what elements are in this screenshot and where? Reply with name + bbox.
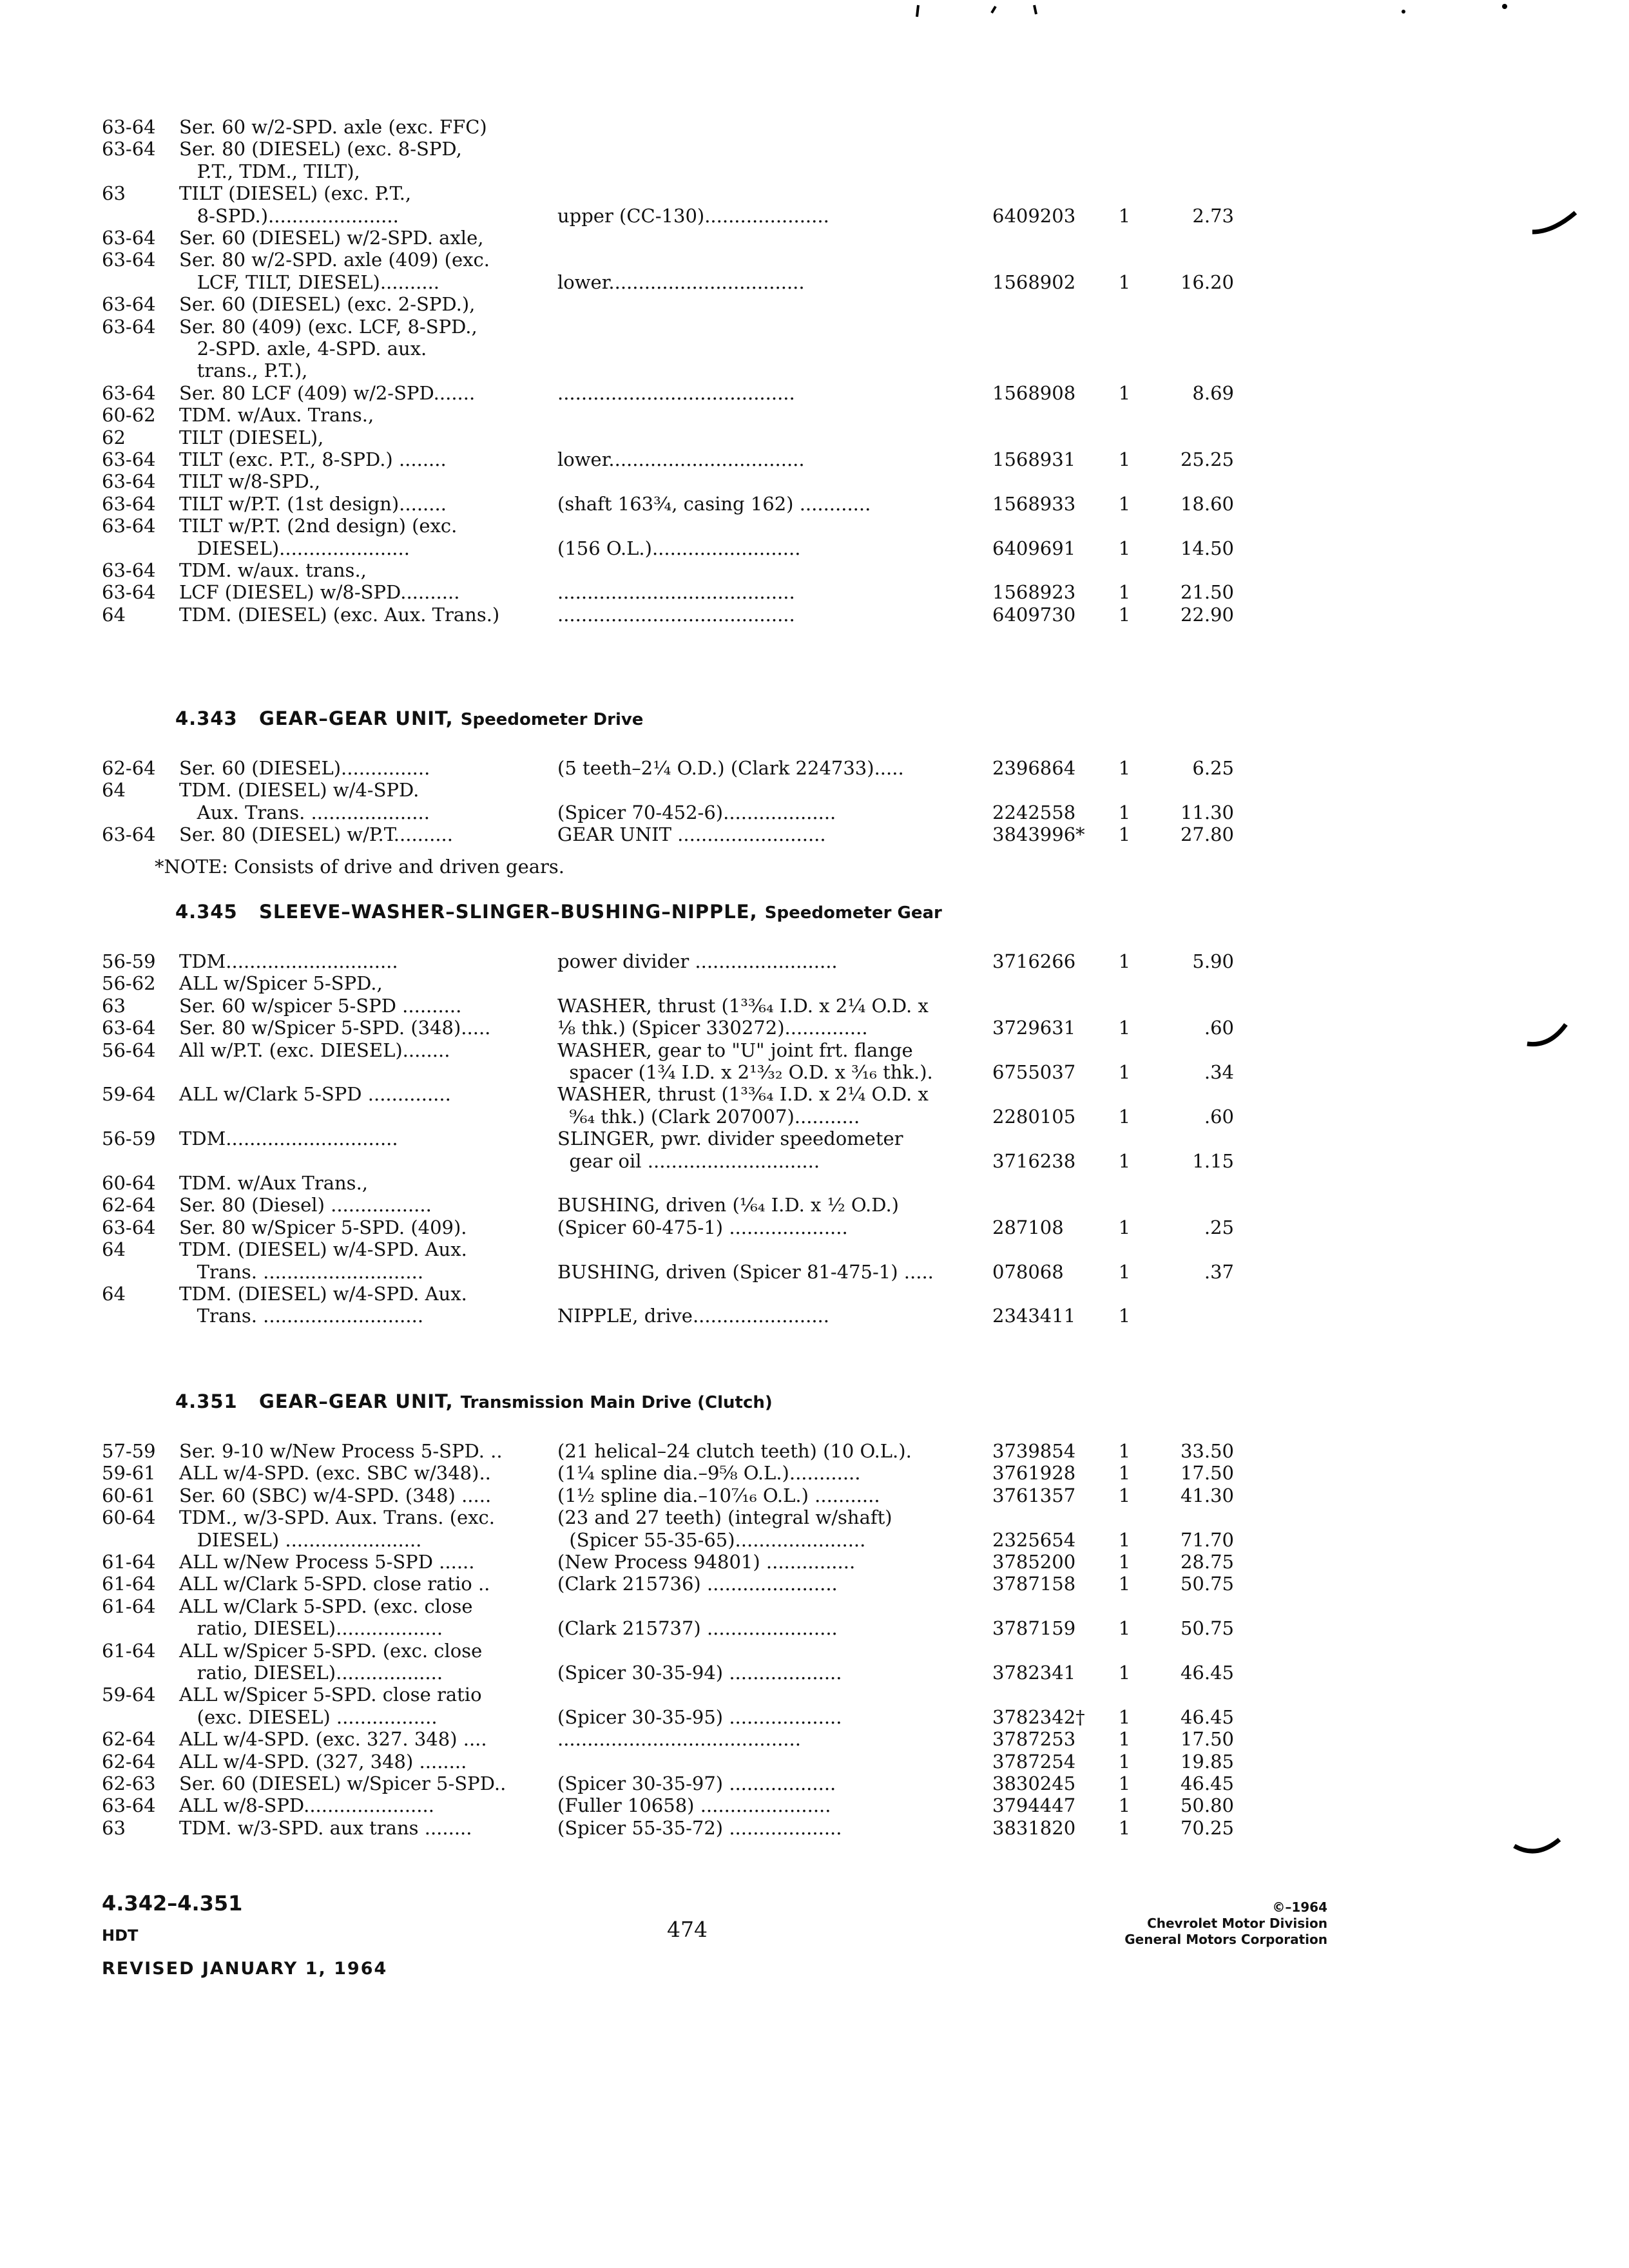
price: 50.75 <box>1180 1617 1234 1640</box>
model-years: 56-59 <box>102 950 156 972</box>
application: ALL w/Spicer 5-SPD. close ratio <box>179 1684 482 1706</box>
part-number: 3787159 <box>992 1617 1076 1640</box>
part-number: 287108 <box>992 1216 1064 1238</box>
quantity: 1 <box>1118 1528 1131 1551</box>
quantity: 1 <box>1118 1750 1131 1773</box>
description: (Spicer 70-452-6)................... <box>557 801 836 823</box>
part-number: 1568902 <box>992 271 1076 293</box>
description: ........................................ <box>557 381 795 404</box>
description: spacer (1¾ I.D. x 2¹³⁄₃₂ O.D. x ³⁄₁₆ thk.). <box>557 1061 933 1083</box>
part-number: 1568933 <box>992 492 1076 515</box>
section-title: SLEEVE–WASHER–SLINGER–BUSHING–NIPPLE, <box>259 901 758 923</box>
price: 18.60 <box>1180 492 1234 515</box>
part-number: 2325654 <box>992 1528 1076 1551</box>
price: 41.30 <box>1180 1484 1234 1506</box>
quantity: 1 <box>1118 1440 1131 1462</box>
model-years: 61-64 <box>102 1551 156 1573</box>
description: ........................................ <box>557 581 795 604</box>
description: NIPPLE, drive....................... <box>557 1305 829 1327</box>
model-years: 63-64 <box>102 116 156 138</box>
description: GEAR UNIT ......................... <box>557 823 826 846</box>
price: 46.45 <box>1180 1773 1234 1794</box>
model-years: 60-61 <box>102 1484 156 1506</box>
description: WASHER, thrust (1³³⁄₆₄ I.D. x 2¼ O.D. x <box>557 1083 929 1106</box>
quantity: 1 <box>1118 1662 1131 1684</box>
application: 2-SPD. axle, 4-SPD. aux. <box>179 338 427 360</box>
quantity: 1 <box>1118 1149 1131 1172</box>
price: 33.50 <box>1180 1440 1234 1462</box>
scan-speck <box>917 5 1036 17</box>
part-number: 6755037 <box>992 1061 1076 1083</box>
punch-mark <box>1532 213 1576 232</box>
model-years: 63-64 <box>102 581 156 604</box>
description: (Spicer 55-35-65)...................... <box>557 1528 866 1551</box>
quantity: 1 <box>1118 1017 1131 1039</box>
footer-section-range: 4.342–4.351 <box>102 1891 243 1916</box>
price: .37 <box>1204 1260 1234 1283</box>
section-subtitle: Speedometer Gear <box>764 903 942 923</box>
model-years: 63-64 <box>102 138 156 160</box>
application: TDM............................. <box>179 1128 398 1150</box>
application: Ser. 80 w/2-SPD. axle (409) (exc. <box>179 249 490 271</box>
application: Ser. 60 (SBC) w/4-SPD. (348) ..... <box>179 1484 492 1506</box>
model-years: 64 <box>102 1283 126 1305</box>
application: Ser. 80 LCF (409) w/2-SPD....... <box>179 381 476 404</box>
application: TILT w/P.T. (1st design)........ <box>179 492 447 515</box>
description: (Spicer 30-35-94) ................... <box>557 1662 842 1684</box>
description: (156 O.L.)......................... <box>557 537 801 559</box>
price: 25.25 <box>1180 448 1234 470</box>
model-years: 59-64 <box>102 1083 156 1106</box>
model-years: 63 <box>102 1816 126 1839</box>
application: Aux. Trans. .................... <box>179 801 430 823</box>
description: (Spicer 60-475-1) .................... <box>557 1216 848 1238</box>
application: TILT w/P.T. (2nd design) (exc. <box>179 515 458 537</box>
model-years: 63 <box>102 994 126 1017</box>
application: TDM., w/3-SPD. Aux. Trans. (exc. <box>179 1506 496 1529</box>
model-years: 62-64 <box>102 757 156 779</box>
model-years: 63-64 <box>102 249 156 271</box>
application: Trans. ........................... <box>179 1305 424 1327</box>
application: Ser. 9-10 w/New Process 5-SPD. .. <box>179 1440 503 1462</box>
price: 2.73 <box>1192 204 1234 227</box>
application: (exc. DIESEL) ................. <box>179 1706 438 1728</box>
model-years: 64 <box>102 603 126 626</box>
description: ......................................... <box>557 1728 801 1751</box>
price: .60 <box>1204 1105 1234 1128</box>
part-number: 3761357 <box>992 1484 1076 1506</box>
part-number: 3794447 <box>992 1794 1076 1817</box>
model-years: 63-64 <box>102 823 156 846</box>
model-years: 62-64 <box>102 1728 156 1751</box>
description: lower................................. <box>557 448 805 470</box>
quantity: 1 <box>1118 537 1131 559</box>
price: 50.75 <box>1180 1573 1234 1595</box>
price: 28.75 <box>1180 1551 1234 1573</box>
price: 1.15 <box>1192 1149 1234 1172</box>
description: upper (CC-130)..................... <box>557 204 829 227</box>
application: P.T., TDM., TILT), <box>179 160 360 182</box>
price: 27.80 <box>1180 823 1234 846</box>
description: power divider ........................ <box>557 950 838 972</box>
footer-revised-date: REVISED JANUARY 1, 1964 <box>102 1959 388 1979</box>
price: 16.20 <box>1180 271 1234 293</box>
price: 21.50 <box>1180 581 1234 604</box>
quantity: 1 <box>1118 1260 1131 1283</box>
application: ALL w/Spicer 5-SPD., <box>179 972 383 995</box>
description: ⅛ thk.) (Spicer 330272).............. <box>557 1017 868 1039</box>
quantity: 1 <box>1118 204 1131 227</box>
price: 5.90 <box>1192 950 1234 972</box>
model-years: 63-64 <box>102 492 156 515</box>
application: Trans. ........................... <box>179 1260 424 1283</box>
model-years: 62 <box>102 426 126 448</box>
part-number: 3787253 <box>992 1728 1076 1751</box>
price: 11.30 <box>1180 801 1234 823</box>
description: (23 and 27 teeth) (integral w/shaft) <box>557 1506 892 1529</box>
quantity: 1 <box>1118 603 1131 626</box>
description: BUSHING, driven (¹⁄₆₄ I.D. x ½ O.D.) <box>557 1194 899 1216</box>
quantity: 1 <box>1118 381 1131 404</box>
part-number: 2396864 <box>992 757 1076 779</box>
part-number: 2242558 <box>992 801 1076 823</box>
quantity: 1 <box>1118 1305 1131 1327</box>
part-number: 3782341 <box>992 1662 1076 1684</box>
part-number: 3831820 <box>992 1816 1076 1839</box>
part-number: 3830245 <box>992 1773 1076 1794</box>
quantity: 1 <box>1118 492 1131 515</box>
quantity: 1 <box>1118 1462 1131 1485</box>
model-years: 62-64 <box>102 1750 156 1773</box>
price: 50.80 <box>1180 1794 1234 1817</box>
description: (1½ spline dia.–10⁷⁄₁₆ O.L.) ........... <box>557 1484 880 1506</box>
application: LCF (DIESEL) w/8-SPD.......... <box>179 581 460 604</box>
application: TILT w/8-SPD., <box>179 470 321 493</box>
section-subtitle: Transmission Main Drive (Clutch) <box>460 1393 773 1412</box>
description: (1¼ spline dia.–9⅝ O.L.)............ <box>557 1462 861 1485</box>
application: ALL w/Clark 5-SPD. (exc. close <box>179 1595 473 1617</box>
application: TDM. w/aux. trans., <box>179 559 367 581</box>
application: TDM. (DIESEL) w/4-SPD. Aux. <box>179 1283 467 1305</box>
application: Ser. 80 w/Spicer 5-SPD. (348)..... <box>179 1017 491 1039</box>
footer-division: Chevrolet Motor Division <box>1147 1916 1327 1931</box>
description: (Clark 215736) ...................... <box>557 1573 838 1595</box>
model-years: 63-64 <box>102 381 156 404</box>
part-number: 3843996* <box>992 823 1085 846</box>
application: ALL w/Clark 5-SPD. close ratio .. <box>179 1573 490 1595</box>
price: 22.90 <box>1180 603 1234 626</box>
application: Ser. 60 (DIESEL) w/Spicer 5-SPD.. <box>179 1773 506 1794</box>
model-years: 63-64 <box>102 559 156 581</box>
application: TDM............................. <box>179 950 398 972</box>
model-years: 60-64 <box>102 1172 156 1194</box>
application: DIESEL)...................... <box>179 537 410 559</box>
quantity: 1 <box>1118 1573 1131 1595</box>
model-years: 63-64 <box>102 448 156 470</box>
model-years: 63-64 <box>102 293 156 316</box>
model-years: 56-64 <box>102 1039 156 1061</box>
part-number: 3716266 <box>992 950 1076 972</box>
model-years: 59-61 <box>102 1462 156 1485</box>
description: (Clark 215737) ...................... <box>557 1617 838 1640</box>
application: ALL w/New Process 5-SPD ...... <box>179 1551 475 1573</box>
part-number: 3729631 <box>992 1017 1076 1039</box>
part-number: 3716238 <box>992 1149 1076 1172</box>
application: Ser. 80 (DIESEL) (exc. 8-SPD, <box>179 138 462 160</box>
model-years: 63-64 <box>102 1216 156 1238</box>
model-years: 61-64 <box>102 1639 156 1662</box>
model-years: 63-64 <box>102 515 156 537</box>
application: Ser. 80 (Diesel) ................. <box>179 1194 432 1216</box>
model-years: 57-59 <box>102 1440 156 1462</box>
part-number: 1568931 <box>992 448 1076 470</box>
quantity: 1 <box>1118 1773 1131 1794</box>
application: Ser. 60 (DIESEL)............... <box>179 757 430 779</box>
price: .60 <box>1204 1017 1234 1039</box>
application: ratio, DIESEL).................. <box>179 1662 443 1684</box>
description: lower................................. <box>557 271 805 293</box>
quantity: 1 <box>1118 1728 1131 1751</box>
model-years: 56-59 <box>102 1128 156 1150</box>
model-years: 61-64 <box>102 1595 156 1617</box>
section-title: GEAR–GEAR UNIT, <box>259 707 454 729</box>
quantity: 1 <box>1118 950 1131 972</box>
model-years: 61-64 <box>102 1573 156 1595</box>
footer-code: HDT <box>102 1927 139 1945</box>
application: ALL w/4-SPD. (exc. SBC w/348).. <box>179 1462 491 1485</box>
part-number: 2343411 <box>992 1305 1076 1327</box>
application: TILT (DIESEL) (exc. P.T., <box>179 182 412 205</box>
description: (Spicer 55-35-72) ................... <box>557 1816 842 1839</box>
application: TDM. (DIESEL) w/4-SPD. <box>179 779 419 802</box>
application: trans., P.T.), <box>179 360 308 382</box>
model-years: 64 <box>102 779 126 802</box>
price: 17.50 <box>1180 1728 1234 1751</box>
application: All w/P.T. (exc. DIESEL)........ <box>179 1039 450 1061</box>
application: ratio, DIESEL).................. <box>179 1617 443 1640</box>
application: TDM. w/Aux Trans., <box>179 1172 369 1194</box>
quantity: 1 <box>1118 1617 1131 1640</box>
model-years: 60-64 <box>102 1506 156 1529</box>
part-number: 6409691 <box>992 537 1076 559</box>
model-years: 56-62 <box>102 972 156 995</box>
application: ALL w/4-SPD. (327, 348) ........ <box>179 1750 467 1773</box>
description: (Spicer 30-35-97) .................. <box>557 1773 836 1794</box>
application: Ser. 60 w/spicer 5-SPD .......... <box>179 994 462 1017</box>
application: ALL w/Clark 5-SPD .............. <box>179 1083 451 1106</box>
part-number: 1568908 <box>992 381 1076 404</box>
footer-corporation: General Motors Corporation <box>1124 1932 1327 1947</box>
part-number: 6409730 <box>992 603 1076 626</box>
price: 19.85 <box>1180 1750 1234 1773</box>
price: 6.25 <box>1192 757 1234 779</box>
part-number: 3782342† <box>992 1706 1085 1728</box>
description: (21 helical–24 clutch teeth) (10 O.L.). <box>557 1440 912 1462</box>
section-title: GEAR–GEAR UNIT, <box>259 1390 454 1412</box>
part-number: 3785200 <box>992 1551 1076 1573</box>
price: 71.70 <box>1180 1528 1234 1551</box>
application: LCF, TILT, DIESEL).......... <box>179 271 440 293</box>
price: 46.45 <box>1180 1706 1234 1728</box>
model-years: 63 <box>102 182 126 205</box>
part-number: 6409203 <box>992 204 1076 227</box>
model-years: 60-62 <box>102 404 156 427</box>
quantity: 1 <box>1118 1105 1131 1128</box>
model-years: 63-64 <box>102 1794 156 1817</box>
section-number: 4.343 <box>175 707 238 729</box>
model-years: 64 <box>102 1238 126 1261</box>
quantity: 1 <box>1118 1061 1131 1083</box>
description: ........................................ <box>557 603 795 626</box>
model-years: 62-63 <box>102 1773 156 1794</box>
description: (Spicer 30-35-95) ................... <box>557 1706 842 1728</box>
application: TDM. (DIESEL) (exc. Aux. Trans.) <box>179 603 500 626</box>
description: WASHER, thrust (1³³⁄₆₄ I.D. x 2¼ O.D. x <box>557 994 929 1017</box>
quantity: 1 <box>1118 801 1131 823</box>
price: .25 <box>1204 1216 1234 1238</box>
price: 46.45 <box>1180 1662 1234 1684</box>
description: (shaft 163¾, casing 162) ............ <box>557 492 871 515</box>
part-number: 3761928 <box>992 1462 1076 1485</box>
application: Ser. 60 (DIESEL) w/2-SPD. axle, <box>179 227 484 249</box>
model-years: 63-64 <box>102 470 156 493</box>
application: TILT (exc. P.T., 8-SPD.) ........ <box>179 448 447 470</box>
quantity: 1 <box>1118 581 1131 604</box>
description: (5 teeth–2¼ O.D.) (Clark 224733)..... <box>557 757 904 779</box>
scan-speck <box>1402 10 1405 14</box>
model-years: 62-64 <box>102 1194 156 1216</box>
application: Ser. 80 (DIESEL) w/P.T.......... <box>179 823 453 846</box>
quantity: 1 <box>1118 1706 1131 1728</box>
application: ALL w/Spicer 5-SPD. (exc. close <box>179 1639 483 1662</box>
application: Ser. 80 w/Spicer 5-SPD. (409). <box>179 1216 467 1238</box>
description: BUSHING, driven (Spicer 81-475-1) ..... <box>557 1260 934 1283</box>
page-number: 474 <box>667 1917 708 1942</box>
application: TDM. (DIESEL) w/4-SPD. Aux. <box>179 1238 467 1261</box>
punch-mark <box>1514 1840 1559 1851</box>
quantity: 1 <box>1118 1551 1131 1573</box>
quantity: 1 <box>1118 757 1131 779</box>
application: Ser. 80 (409) (exc. LCF, 8-SPD., <box>179 315 477 338</box>
punch-mark <box>1527 1024 1566 1044</box>
description: (New Process 94801) ............... <box>557 1551 856 1573</box>
part-number: 3739854 <box>992 1440 1076 1462</box>
model-years: 63-64 <box>102 1017 156 1039</box>
footer-copyright: ©–1964 <box>1272 1899 1327 1915</box>
application: Ser. 60 w/2-SPD. axle (exc. FFC) <box>179 116 487 138</box>
quantity: 1 <box>1118 1216 1131 1238</box>
quantity: 1 <box>1118 1484 1131 1506</box>
section-number: 4.351 <box>175 1390 238 1412</box>
footnote: *NOTE: Consists of drive and driven gears. <box>155 856 565 878</box>
application: 8-SPD.)...................... <box>179 204 399 227</box>
application: Ser. 60 (DIESEL) (exc. 2-SPD.), <box>179 293 476 316</box>
description: ⁹⁄₆₄ thk.) (Clark 207007)........... <box>557 1105 860 1128</box>
model-years: 63-64 <box>102 315 156 338</box>
price: 8.69 <box>1192 381 1234 404</box>
scan-speck <box>1502 4 1507 9</box>
quantity: 1 <box>1118 823 1131 846</box>
application: ALL w/4-SPD. (exc. 327. 348) .... <box>179 1728 487 1751</box>
price: .34 <box>1204 1061 1234 1083</box>
quantity: 1 <box>1118 1794 1131 1817</box>
quantity: 1 <box>1118 448 1131 470</box>
model-years: 63-64 <box>102 227 156 249</box>
application: DIESEL) ....................... <box>179 1528 422 1551</box>
price: 17.50 <box>1180 1462 1234 1485</box>
price: 70.25 <box>1180 1816 1234 1839</box>
description: SLINGER, pwr. divider speedometer <box>557 1128 903 1150</box>
description: (Fuller 10658) ...................... <box>557 1794 831 1817</box>
part-number: 3787254 <box>992 1750 1076 1773</box>
description: gear oil ............................. <box>557 1149 820 1172</box>
application: TILT (DIESEL), <box>179 426 324 448</box>
model-years: 59-64 <box>102 1684 156 1706</box>
part-number: 078068 <box>992 1260 1064 1283</box>
part-number: 2280105 <box>992 1105 1076 1128</box>
price: 14.50 <box>1180 537 1234 559</box>
part-number: 1568923 <box>992 581 1076 604</box>
description: WASHER, gear to "U" joint frt. flange <box>557 1039 913 1061</box>
quantity: 1 <box>1118 271 1131 293</box>
application: ALL w/8-SPD...................... <box>179 1794 434 1817</box>
section-subtitle: Speedometer Drive <box>460 710 644 729</box>
application: TDM. w/3-SPD. aux trans ........ <box>179 1816 472 1839</box>
application: TDM. w/Aux. Trans., <box>179 404 374 427</box>
part-number: 3787158 <box>992 1573 1076 1595</box>
quantity: 1 <box>1118 1816 1131 1839</box>
section-number: 4.345 <box>175 901 238 923</box>
